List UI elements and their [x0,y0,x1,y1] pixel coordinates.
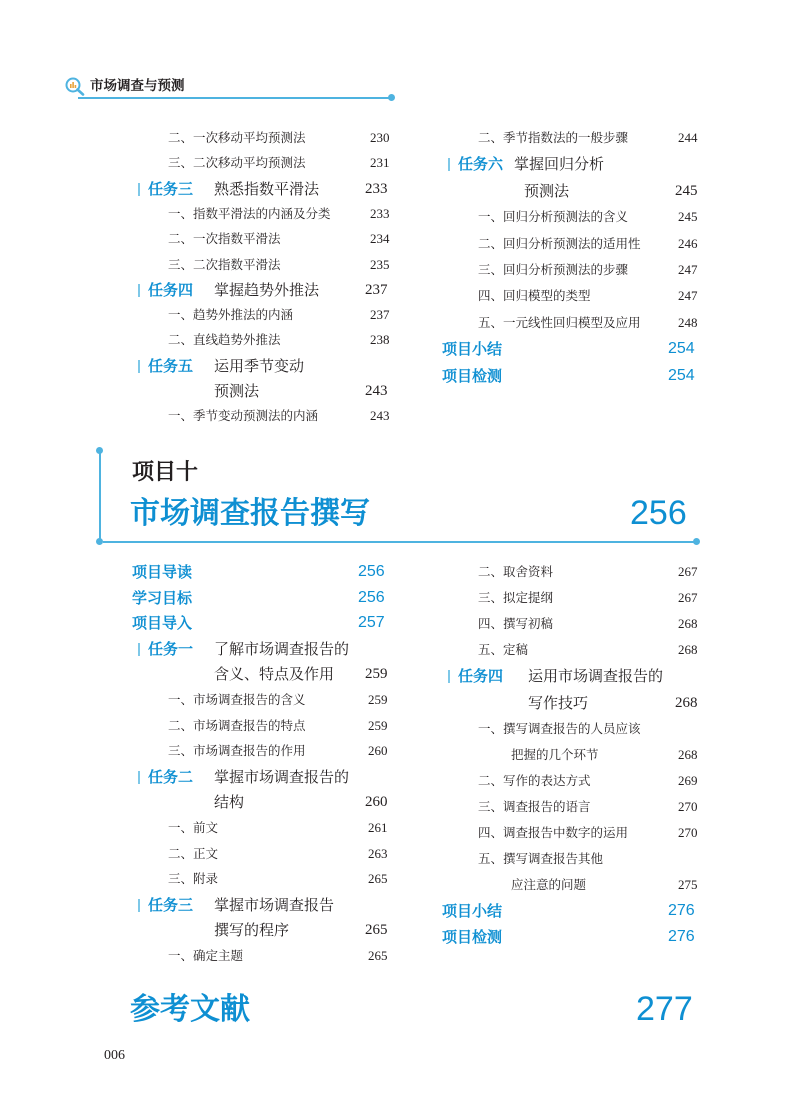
toc-page-number: 245 [678,209,698,225]
toc-subsection-label: 三、回归分析预测法的步骤 [478,262,629,277]
toc-subsection-label: 五、定稿 [478,642,529,658]
toc-subsection-label: 二、直线趋势外推法 [168,332,281,348]
chapter-number: 项目十 [132,460,199,485]
toc-subsection-label: 五、撰写调查报告其他 [478,851,604,867]
toc-subsection-label: 三、二次移动平均预测法 [168,155,306,171]
chapter-title[interactable]: 市场调查报告撰写 [130,496,370,531]
toc-subsection-label: 二、写作的表达方式 [478,772,591,788]
toc-section-label: 项目小结 [442,902,503,921]
toc-page-number: 265 [368,871,388,887]
toc-section-row[interactable] [132,561,402,583]
toc-task-row[interactable] [442,153,712,175]
toc-subsection-label: 二、正文 [168,845,219,861]
toc-page-number: 237 [365,281,388,298]
toc-page-number: 260 [368,743,388,759]
toc-page-number: 231 [370,155,390,171]
references-page: 277 [636,990,693,1028]
toc-subsection-row[interactable] [442,312,712,334]
toc-page-number: 237 [370,307,390,323]
running-header-title: 市场调查与预测 [90,78,185,94]
chapter-page: 256 [630,494,687,532]
toc-task-continuation-row[interactable] [132,663,402,685]
toc-page-number: 270 [678,798,698,814]
toc-page-number: 234 [370,231,390,247]
toc-page-number: 247 [678,288,698,304]
toc-subsection-label: 一、市场调查报告的含义 [168,692,306,707]
toc-subsection-row[interactable] [132,304,402,326]
toc-subsection-continuation-row[interactable] [442,874,712,896]
task-marker-bar [138,771,140,784]
toc-task-row[interactable] [132,638,402,660]
toc-task-row[interactable] [132,355,402,377]
toc-page-number: 276 [668,902,695,920]
toc-section-label: 项目导入 [132,614,193,633]
toc-subsection-row[interactable] [442,285,712,307]
toc-task-label: 结构 [214,793,245,812]
toc-subsection-row[interactable] [442,822,712,844]
chapter-rule-dot [693,538,700,545]
toc-task-row[interactable] [132,766,402,788]
toc-subsection-row[interactable] [442,259,712,281]
toc-subsection-row[interactable] [132,715,402,737]
toc-subsection-label: 把握的几个环节 [511,746,599,762]
toc-task-label: 写作技巧 [528,693,589,712]
toc-task-label: 撰写的程序 [214,921,290,940]
toc-section-row[interactable] [132,587,402,609]
toc-subsection-row[interactable] [442,718,712,740]
toc-subsection-row[interactable] [442,233,712,255]
toc-task-name: 任务三 [148,895,194,914]
toc-subsection-row[interactable] [132,868,402,890]
toc-section-label: 项目小结 [442,340,503,359]
toc-subsection-row[interactable] [442,613,712,635]
toc-page-number: 247 [678,262,698,277]
toc-task-continuation-row[interactable] [442,180,712,202]
toc-page-number: 267 [678,564,698,579]
toc-section-row[interactable] [442,926,712,948]
toc-page-number: 257 [358,614,385,632]
toc-task-label: 运用市场调查报告的 [528,667,664,686]
toc-task-name: 任务六 [458,155,504,174]
toc-subsection-row[interactable] [132,817,402,839]
toc-page-number: 260 [365,794,388,811]
toc-subsection-label: 三、二次指数平滑法 [168,256,281,272]
toc-page-number: 275 [678,877,698,893]
toc-subsection-row[interactable] [132,228,402,250]
toc-page-number: 268 [678,616,698,632]
toc-page-number: 243 [365,383,388,399]
toc-page-number: 245 [675,182,698,199]
toc-subsection-label: 应注意的问题 [511,877,587,893]
toc-task-label: 了解市场调查报告的 [214,639,350,658]
task-marker-bar [138,360,140,373]
toc-section-label: 项目检测 [442,928,503,947]
toc-subsection-row[interactable] [442,127,712,149]
toc-page-number: 243 [370,408,390,424]
toc-task-continuation-row[interactable] [132,380,402,402]
toc-section-row[interactable] [442,365,712,387]
toc-page-number: 261 [368,820,388,835]
toc-subsection-label: 二、一次移动平均预测法 [168,130,306,145]
toc-page-number: 230 [370,130,390,145]
toc-task-name: 任务四 [458,667,504,686]
task-marker-bar [138,183,140,196]
toc-subsection-label: 三、拟定提纲 [478,590,554,606]
toc-subsection-label: 五、一元线性回归模型及应用 [478,314,641,330]
toc-task-label: 掌握趋势外推法 [214,280,320,299]
toc-page-number: 268 [678,642,698,658]
toc-subsection-label: 四、调查报告中数字的运用 [478,825,629,840]
toc-subsection-continuation-row[interactable] [442,744,712,766]
toc-page-number: 259 [368,692,388,707]
toc-page-number: 265 [365,922,388,939]
toc-task-label: 掌握市场调查报告 [214,895,335,914]
toc-subsection-row[interactable] [442,587,712,609]
toc-subsection-label: 四、撰写初稿 [478,616,554,632]
toc-page-number: 254 [668,340,695,358]
toc-task-row[interactable] [132,894,402,916]
toc-task-label: 掌握市场调查报告的 [214,767,350,786]
toc-page-number: 269 [678,772,698,788]
toc-subsection-row[interactable] [132,740,402,762]
toc-subsection-label: 一、前文 [168,820,219,835]
toc-subsection-label: 一、季节变动预测法的内涵 [168,408,319,424]
toc-task-label: 掌握回归分析 [514,155,605,174]
toc-task-row[interactable] [132,279,402,301]
toc-subsection-row[interactable] [132,329,402,351]
toc-subsection-row[interactable] [132,843,402,865]
toc-task-label: 预测法 [524,181,570,200]
toc-subsection-label: 一、撰写调查报告的人员应该 [478,720,641,736]
toc-task-label: 含义、特点及作用 [214,665,335,684]
toc-page-number: 233 [370,205,390,221]
task-marker-bar [138,284,140,297]
toc-subsection-row[interactable] [132,689,402,711]
toc-page-number: 254 [668,366,695,384]
toc-task-continuation-row[interactable] [132,791,402,813]
toc-task-name: 任务三 [148,179,194,198]
toc-task-continuation-row[interactable] [442,692,712,714]
toc-section-row[interactable] [132,612,402,634]
toc-page-number: 248 [678,314,698,330]
toc-task-name: 任务一 [148,639,194,658]
toc-subsection-label: 一、趋势外推法的内涵 [168,307,294,323]
toc-page-number: 256 [358,588,385,606]
toc-task-name: 任务二 [148,767,194,786]
toc-subsection-label: 二、一次指数平滑法 [168,231,281,247]
task-marker-bar [448,158,450,171]
toc-page-number: 276 [668,928,695,946]
toc-task-label: 熟悉指数平滑法 [214,179,320,198]
magnifier-chart-icon [64,76,86,96]
toc-subsection-row[interactable] [442,639,712,661]
toc-subsection-row[interactable] [132,203,402,225]
toc-subsection-row[interactable] [132,405,402,427]
toc-subsection-row[interactable] [132,945,402,967]
task-marker-bar [138,899,140,912]
toc-task-name: 任务五 [148,356,194,375]
toc-subsection-label: 二、取舍资料 [478,564,554,579]
toc-subsection-row[interactable] [442,561,712,583]
toc-page-number: 259 [368,717,388,733]
toc-subsection-label: 三、市场调查报告的作用 [168,743,306,759]
task-marker-bar [138,643,140,656]
toc-subsection-label: 四、回归模型的类型 [478,288,591,304]
toc-task-row[interactable] [132,178,402,200]
references-title[interactable]: 参考文献 [130,992,250,1027]
header-rule-dot [388,94,395,101]
toc-subsection-row[interactable] [132,127,402,149]
toc-subsection-label: 二、季节指数法的一般步骤 [478,130,629,145]
toc-page-number: 244 [678,130,698,145]
toc-subsection-row[interactable] [442,770,712,792]
toc-page-number: 256 [358,563,385,580]
toc-subsection-label: 一、回归分析预测法的含义 [478,209,629,225]
toc-task-name: 任务四 [148,280,194,299]
toc-subsection-label: 三、调查报告的语言 [478,798,591,814]
toc-subsection-label: 一、确定主题 [168,948,244,963]
toc-page-number: 268 [678,746,698,762]
toc-page-number: 246 [678,235,698,251]
toc-subsection-label: 一、指数平滑法的内涵及分类 [168,205,331,221]
toc-subsection-row[interactable] [442,848,712,870]
toc-page-number: 267 [678,590,698,606]
toc-subsection-label: 二、回归分析预测法的适用性 [478,235,641,251]
task-marker-bar [448,670,450,683]
toc-page-number: 263 [368,845,388,861]
toc-subsection-row[interactable] [132,152,402,174]
toc-subsection-row[interactable] [132,254,402,276]
chapter-frame-bar [99,451,101,542]
toc-subsection-label: 二、市场调查报告的特点 [168,717,306,733]
toc-page-number: 238 [370,332,390,348]
toc-page-number: 259 [365,666,388,683]
header-rule [78,97,392,99]
toc-page-number: 233 [365,180,388,197]
toc-subsection-row[interactable] [442,796,712,818]
toc-page-number: 235 [370,256,390,272]
toc-section-row[interactable] [442,338,712,360]
toc-task-row[interactable] [442,665,712,687]
toc-section-label: 项目导读 [132,563,193,581]
toc-subsection-label: 三、附录 [168,871,219,887]
chapter-rule [103,541,695,543]
toc-page-number: 265 [368,948,388,963]
page-number: 006 [104,1048,125,1063]
toc-page-number: 270 [678,825,698,840]
chapter-frame-dot-bottom [96,538,103,545]
toc-page-number: 268 [675,694,698,711]
toc-task-label: 预测法 [214,382,260,400]
toc-section-label: 项目检测 [442,366,503,385]
toc-subsection-row[interactable] [442,206,712,228]
toc-section-row[interactable] [442,900,712,922]
toc-section-label: 学习目标 [132,588,193,607]
toc-task-label: 运用季节变动 [214,356,305,375]
toc-task-continuation-row[interactable] [132,919,402,941]
